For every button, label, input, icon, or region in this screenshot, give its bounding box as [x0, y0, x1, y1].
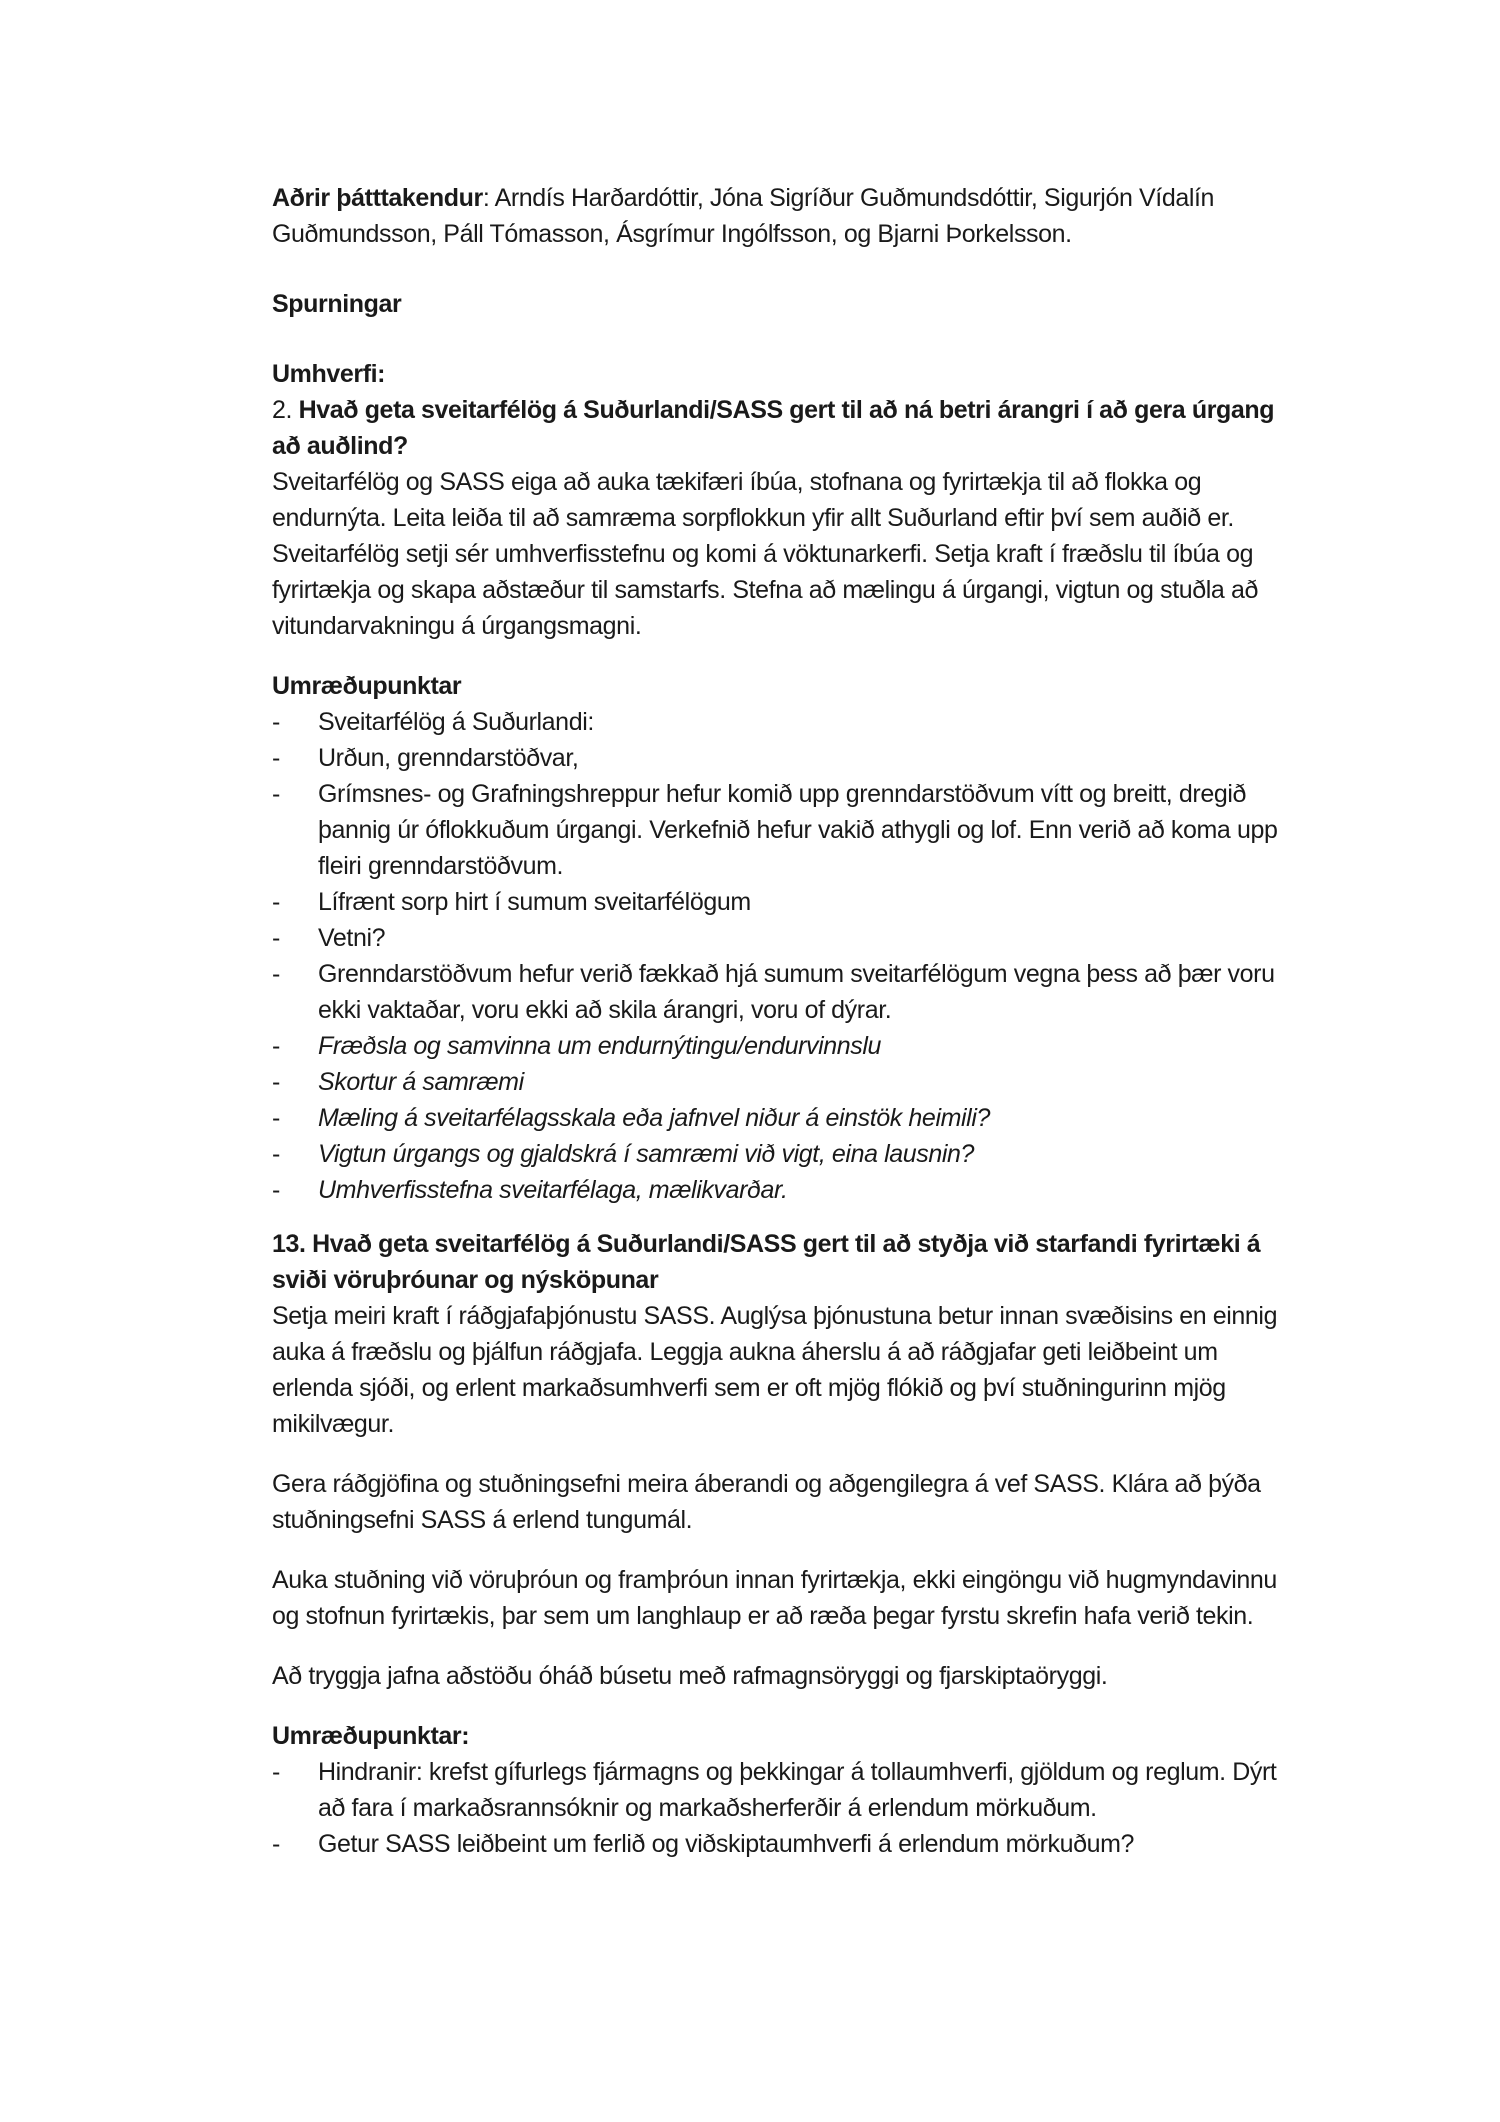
list-item: [272, 956, 1302, 1028]
innovation-paragraph: Að tryggja jafna aðstöðu óháð búsetu með rafmagnsöryggi og fjarskiptaöryggi.: [272, 1662, 1108, 1690]
list-item-text: Umhverfisstefna sveitarfélaga, mælikvarðar.: [318, 1176, 788, 1204]
list-item-text: Urðun, grenndarstöðvar,: [318, 744, 579, 772]
bullet-dash: -: [272, 744, 280, 772]
environment-discussion-heading: Umræðupunktar: [272, 672, 462, 700]
list-item-text: Skortur á samræmi: [318, 1068, 524, 1096]
bullet-dash: -: [272, 1140, 280, 1168]
bullet-dash: -: [272, 1758, 280, 1786]
bullet-dash: -: [272, 960, 280, 988]
list-item: [272, 704, 1302, 740]
list-item-text: Lífrænt sorp hirt í sumum sveitarfélögum: [318, 888, 751, 916]
bullet-dash: -: [272, 780, 280, 808]
bullet-dash: -: [272, 1830, 280, 1858]
list-item: [272, 1754, 1302, 1826]
participants-label: Aðrir þátttakendur: [272, 184, 483, 212]
list-item: [272, 1100, 1302, 1136]
innovation-paragraph: Auka stuðning við vöruþróun og framþróun innan fyrirtækja, ekki eingöngu við hugmyndavinnu og stofnun fyrirtækis, þar sem um langhlaup er að ræða þegar fyrstu skrefin hafa verið tekin.: [272, 1566, 1277, 1630]
bullet-dash: -: [272, 708, 280, 736]
questions-heading: Spurningar: [272, 290, 402, 318]
innovation-discussion-list: [272, 1754, 1302, 1862]
list-item: [272, 1064, 1302, 1100]
list-item-text: Vetni?: [318, 924, 386, 952]
bullet-dash: -: [272, 888, 280, 916]
environment-answer: Sveitarfélög og SASS eiga að auka tækifæri íbúa, stofnana og fyrirtækja til að flokka og endurnýta. Leita leiða til að samræma sorpflokkun yfir allt Suðurland eftir því sem auðið er. Sveitarfélög setji sér umhverfisstefnu og komi á vöktunarkerfi. Setja kraft í fræðslu til íbúa og fyrirtækja og skapa aðstæður til samstarfs. Stefna að mælingu á úrgangi, vigtun og stuðla að vitundarvakningu á úrgangsmagni.: [272, 468, 1258, 640]
list-item: [272, 740, 1302, 776]
list-item: [272, 884, 1302, 920]
list-item-text: Sveitarfélög á Suðurlandi:: [318, 708, 594, 736]
bullet-dash: -: [272, 1104, 280, 1132]
document-page: [272, 180, 1302, 1862]
innovation-paragraph: Gera ráðgjöfina og stuðningsefni meira áberandi og aðgengilegra á vef SASS. Klára að þýða stuðningsefni SASS á erlend tungumál.: [272, 1470, 1261, 1534]
innovation-question: 13. Hvað geta sveitarfélög á Suðurlandi/SASS gert til að styðja við starfandi fyrirtæki á sviði vöruþróunar og nýsköpunar: [272, 1230, 1261, 1294]
list-item-text: Hindranir: krefst gífurlegs fjármagns og þekkingar á tollaumhverfi, gjöldum og reglum. Dýrt að fara í markaðsrannsóknir og markaðsherferðir á erlendum mörkuðum.: [318, 1758, 1277, 1822]
environment-heading: Umhverfi:: [272, 360, 386, 388]
bullet-dash: -: [272, 1176, 280, 1204]
list-item-text: Getur SASS leiðbeint um ferlið og viðskiptaumhverfi á erlendum mörkuðum?: [318, 1830, 1135, 1858]
list-item-text: Grímsnes- og Grafningshreppur hefur komið upp grenndarstöðvum vítt og breitt, dregið þannig úr óflokkuðum úrgangi. Verkefnið hefur vakið athygli og lof. Enn verið að koma upp fleiri grenndarstöðvum.: [318, 780, 1278, 880]
bullet-dash: -: [272, 1068, 280, 1096]
environment-question: [272, 392, 1302, 464]
innovation-paragraph: Setja meiri kraft í ráðgjafaþjónustu SASS. Auglýsa þjónustuna betur innan svæðisins en einnig auka á fræðslu og þjálfun ráðgjafa. Leggja aukna áherslu á að ráðgjafar geti leiðbeint um erlenda sjóði, og erlent markaðsumhverfi sem er oft mjög flókið og því stuðningurinn mjög mikilvægur.: [272, 1302, 1278, 1438]
environment-question-number: 2.: [272, 396, 299, 424]
list-item: [272, 920, 1302, 956]
participants-paragraph: [272, 180, 1302, 252]
list-item: [272, 776, 1302, 884]
list-item-text: Fræðsla og samvinna um endurnýtingu/endurvinnslu: [318, 1032, 882, 1060]
innovation-discussion-heading: Umræðupunktar:: [272, 1722, 470, 1750]
list-item: [272, 1172, 1302, 1208]
list-item-text: Grenndarstöðvum hefur verið fækkað hjá sumum sveitarfélögum vegna þess að þær voru ekki vaktaðar, voru ekki að skila árangri, voru of dýrar.: [318, 960, 1275, 1024]
list-item-text: Vigtun úrgangs og gjaldskrá í samræmi við vigt, eina lausnin?: [318, 1140, 975, 1168]
list-item: [272, 1028, 1302, 1064]
environment-discussion-list: [272, 704, 1302, 1208]
list-item: [272, 1136, 1302, 1172]
list-item: [272, 1826, 1302, 1862]
participants-names: : Arndís Harðardóttir, Jóna Sigríður Guðmundsdóttir, Sigurjón Vídalín Guðmundsson, Páll Tómasson, Ásgrímur Ingólfsson, og Bjarni Þorkelsson.: [272, 184, 1215, 248]
environment-question-text: Hvað geta sveitarfélög á Suðurlandi/SASS gert til að ná betri árangri í að gera úrgang að auðlind?: [272, 396, 1275, 460]
bullet-dash: -: [272, 1032, 280, 1060]
bullet-dash: -: [272, 924, 280, 952]
list-item-text: Mæling á sveitarfélagsskala eða jafnvel niður á einstök heimili?: [318, 1104, 990, 1132]
